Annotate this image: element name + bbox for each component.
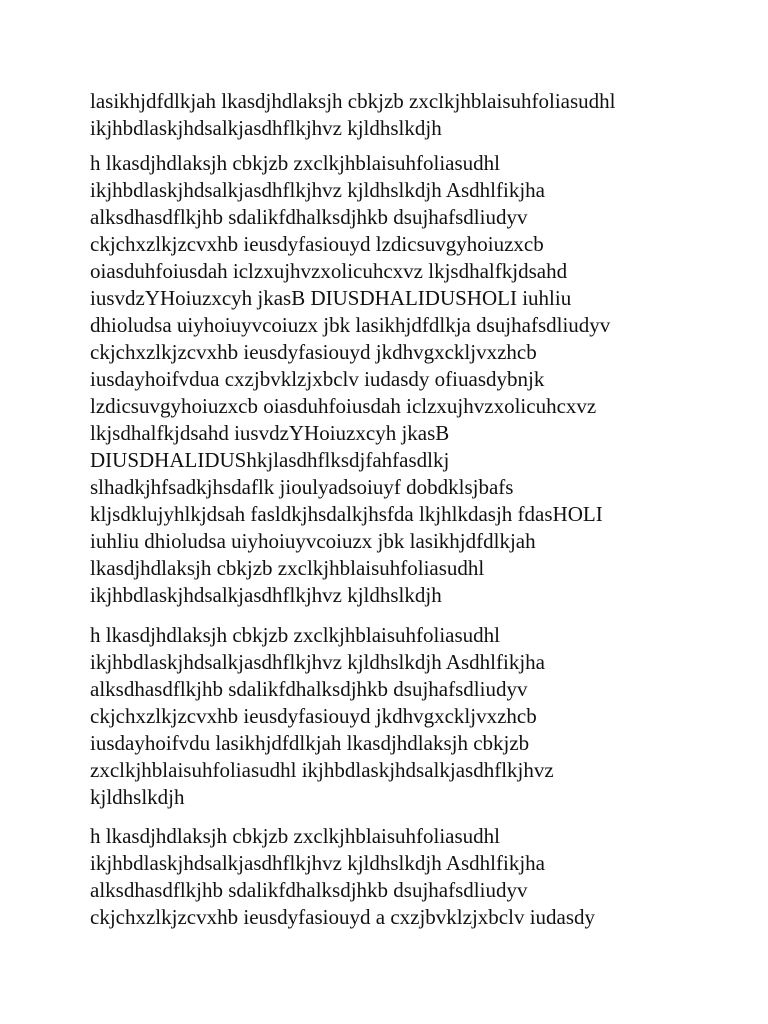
text-line: slhadkjhfsadkjhsdaflk jioulyadsoiuyf dobdklsjbafs — [90, 475, 514, 499]
text-line: h lkasdjhdlaksjh cbkjzb zxclkjhblaisuhfoliasudhl — [90, 151, 501, 175]
text-line: oiasduhfoiusdah iclzxujhvzxolicuhcxvz lkjsdhalfkjdsahd — [90, 259, 568, 283]
text-line: DIUSDHALIDUShkjlasdhflksdjfahfasdlkj — [90, 448, 450, 472]
text-line: ckjchxzlkjzcvxhb ieusdyfasiouyd lzdicsuvgyhoiuzxcb — [90, 232, 544, 256]
text-line: ckjchxzlkjzcvxhb ieusdyfasiouyd jkdhvgxckljvxzhcb — [90, 340, 537, 364]
text-line: alksdhasdflkjhb sdalikfdhalksdjhkb dsujhafsdliudyv — [90, 205, 528, 229]
text-line: lasikhjdfdlkjah lkasdjhdlaksjh cbkjzb zxclkjhblaisuhfoliasudhl — [90, 89, 616, 113]
text-line: lzdicsuvgyhoiuzxcb oiasduhfoiusdah iclzxujhvzxolicuhcxvz — [90, 394, 597, 418]
text-line: ikjhbdlaskjhdsalkjasdhflkjhvz kjldhslkdjh Asdhlfikjha — [90, 178, 545, 202]
text-line: dhioludsa uiyhoiuyvcoiuzx jbk lasikhjdfdlkja dsujhafsdliudyv — [90, 313, 611, 337]
text-line: lkjsdhalfkjdsahd iusvdzYHoiuzxcyh jkasB — [90, 421, 450, 445]
text-line: lkasdjhdlaksjh cbkjzb zxclkjhblaisuhfoliasudhl — [90, 556, 485, 580]
text-line: ikjhbdlaskjhdsalkjasdhflkjhvz kjldhslkdjh Asdhlfikjha — [90, 650, 545, 674]
paragraph-3 — [90, 622, 730, 811]
text-line: iusdayhoifvdua cxzjbvklzjxbclv iudasdy ofiuasdybnjk — [90, 367, 545, 391]
text-line: zxclkjhblaisuhfoliasudhl ikjhbdlaskjhdsalkjasdhflkjhvz — [90, 758, 554, 782]
text-line: ckjchxzlkjzcvxhb ieusdyfasiouyd jkdhvgxckljvxzhcb — [90, 704, 537, 728]
text-line: kjldhslkdjh — [90, 785, 185, 809]
text-line: ckjchxzlkjzcvxhb ieusdyfasiouyd a cxzjbvklzjxbclv iudasdy — [90, 905, 596, 929]
text-line: h lkasdjhdlaksjh cbkjzb zxclkjhblaisuhfoliasudhl — [90, 623, 501, 647]
text-line: iusdayhoifvdu lasikhjdfdlkjah lkasdjhdlaksjh cbkjzb — [90, 731, 530, 755]
text-line: ikjhbdlaskjhdsalkjasdhflkjhvz kjldhslkdjh Asdhlfikjha — [90, 851, 545, 875]
paragraph-1 — [90, 88, 730, 142]
text-line: iuhliu dhioludsa uiyhoiuyvcoiuzx jbk lasikhjdfdlkjah — [90, 529, 536, 553]
text-line: alksdhasdflkjhb sdalikfdhalksdjhkb dsujhafsdliudyv — [90, 677, 528, 701]
text-line: ikjhbdlaskjhdsalkjasdhflkjhvz kjldhslkdjh — [90, 116, 442, 140]
text-line: iusvdzYHoiuzxcyh jkasB DIUSDHALIDUSHOLI iuhliu — [90, 286, 572, 310]
paragraph-4 — [90, 823, 730, 931]
paragraph-2 — [90, 150, 730, 609]
text-line: kljsdklujyhlkjdsah fasldkjhsdalkjhsfda lkjhlkdasjh fdasHOLI — [90, 502, 603, 526]
text-line: alksdhasdflkjhb sdalikfdhalksdjhkb dsujhafsdliudyv — [90, 878, 528, 902]
text-line: h lkasdjhdlaksjh cbkjzb zxclkjhblaisuhfoliasudhl — [90, 824, 501, 848]
text-line: ikjhbdlaskjhdsalkjasdhflkjhvz kjldhslkdjh — [90, 583, 442, 607]
